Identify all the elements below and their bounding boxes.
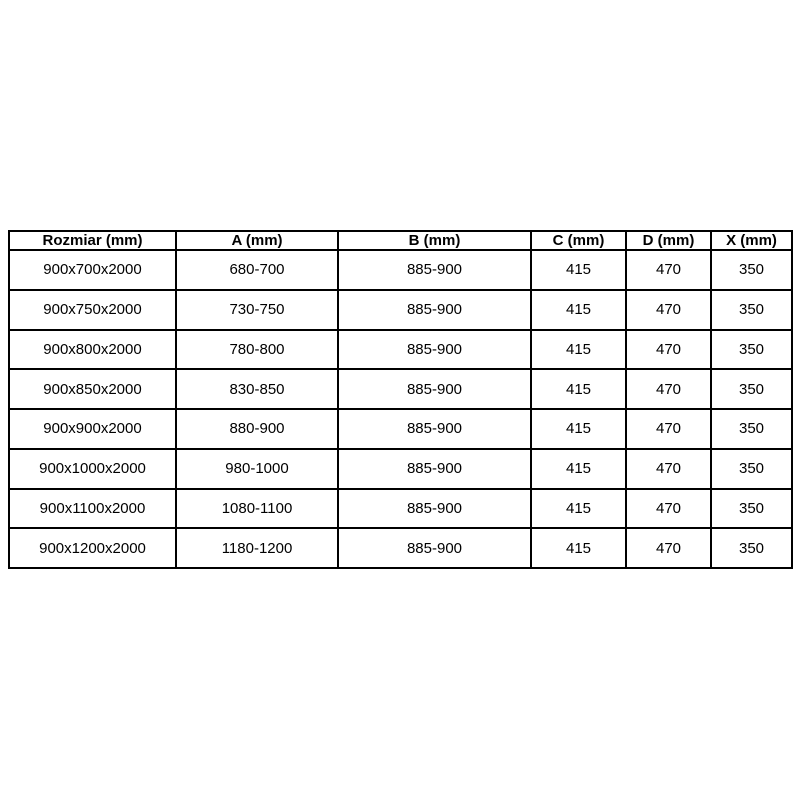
table-row xyxy=(9,250,792,290)
table-cell: 730-750 xyxy=(176,290,338,330)
table-cell: 830-850 xyxy=(176,369,338,409)
table-cell: 415 xyxy=(531,330,626,370)
table-cell: 900x800x2000 xyxy=(9,330,176,370)
table-row xyxy=(9,290,792,330)
column-header-c: C (mm) xyxy=(531,231,626,250)
table-cell: 470 xyxy=(626,409,711,449)
table-cell: 350 xyxy=(711,489,792,529)
table-cell: 350 xyxy=(711,250,792,290)
table-body xyxy=(9,250,792,568)
table-cell: 885-900 xyxy=(338,290,531,330)
table-cell: 415 xyxy=(531,290,626,330)
table-cell: 900x900x2000 xyxy=(9,409,176,449)
table-row xyxy=(9,369,792,409)
table-cell: 415 xyxy=(531,528,626,568)
column-header-x: X (mm) xyxy=(711,231,792,250)
table-cell: 470 xyxy=(626,369,711,409)
table-cell: 885-900 xyxy=(338,330,531,370)
table-cell: 470 xyxy=(626,449,711,489)
table-cell: 680-700 xyxy=(176,250,338,290)
column-header-a: A (mm) xyxy=(176,231,338,250)
table-cell: 415 xyxy=(531,250,626,290)
table-cell: 350 xyxy=(711,290,792,330)
column-header-rozmiar: Rozmiar (mm) xyxy=(9,231,176,250)
table-cell: 470 xyxy=(626,489,711,529)
table-cell: 350 xyxy=(711,528,792,568)
table-row xyxy=(9,330,792,370)
table-cell: 470 xyxy=(626,528,711,568)
table-cell: 470 xyxy=(626,330,711,370)
table-cell: 885-900 xyxy=(338,250,531,290)
table-cell: 1180-1200 xyxy=(176,528,338,568)
table-cell: 900x700x2000 xyxy=(9,250,176,290)
table-cell: 900x1200x2000 xyxy=(9,528,176,568)
table-cell: 1080-1100 xyxy=(176,489,338,529)
table-cell: 900x1000x2000 xyxy=(9,449,176,489)
table-row xyxy=(9,489,792,529)
table-cell: 980-1000 xyxy=(176,449,338,489)
table-cell: 470 xyxy=(626,290,711,330)
dimensions-table xyxy=(8,230,793,569)
table-cell: 900x850x2000 xyxy=(9,369,176,409)
table-row xyxy=(9,449,792,489)
column-header-d: D (mm) xyxy=(626,231,711,250)
table-cell: 350 xyxy=(711,409,792,449)
table-cell: 885-900 xyxy=(338,409,531,449)
table-cell: 350 xyxy=(711,369,792,409)
table-cell: 415 xyxy=(531,489,626,529)
table-row xyxy=(9,528,792,568)
table-cell: 900x1100x2000 xyxy=(9,489,176,529)
table-cell: 350 xyxy=(711,449,792,489)
table-cell: 885-900 xyxy=(338,369,531,409)
table-cell: 880-900 xyxy=(176,409,338,449)
table-header-row xyxy=(9,231,792,250)
table-cell: 415 xyxy=(531,409,626,449)
table-cell: 350 xyxy=(711,330,792,370)
column-header-b: B (mm) xyxy=(338,231,531,250)
table-cell: 415 xyxy=(531,369,626,409)
table-row xyxy=(9,409,792,449)
table-cell: 885-900 xyxy=(338,489,531,529)
table-cell: 885-900 xyxy=(338,528,531,568)
table-cell: 415 xyxy=(531,449,626,489)
table-cell: 900x750x2000 xyxy=(9,290,176,330)
table-cell: 780-800 xyxy=(176,330,338,370)
table-cell: 885-900 xyxy=(338,449,531,489)
table-cell: 470 xyxy=(626,250,711,290)
